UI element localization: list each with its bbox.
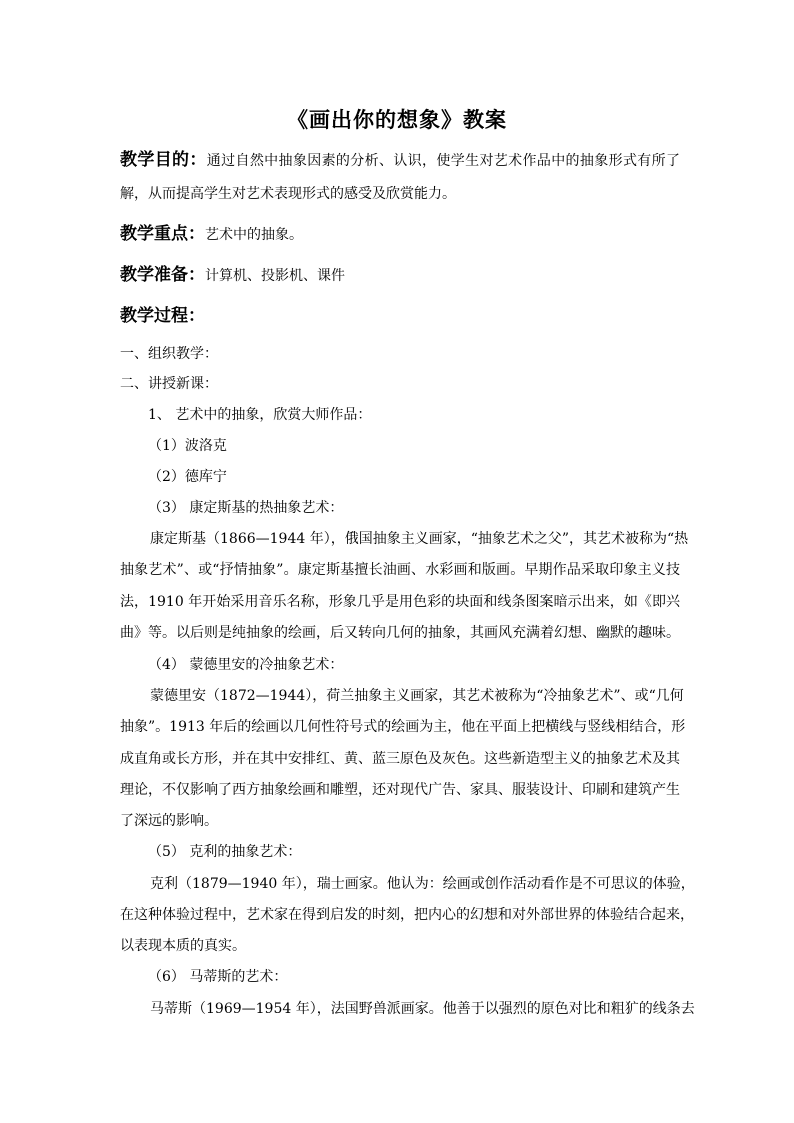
- mondrian-line-4: 理论，不仅影响了西方抽象绘画和雕塑，还对现代广告、家具、服装设计、印刷和建筑产生: [120, 782, 680, 798]
- matisse-line-1: 马蒂斯（1969—1954 年），法国野兽派画家。他善于以强烈的原色对比和粗犷的线条去: [150, 1001, 695, 1017]
- kandinsky-line-1: 康定斯基（1866—1944 年），俄国抽象主义画家，“抽象艺术之父”，其艺术被称为“热: [150, 531, 689, 547]
- sub-item-2: （2）德库宁: [148, 469, 227, 485]
- mondrian-line-5: 了深远的影响。: [120, 813, 218, 829]
- kandinsky-line-2: 抽象艺术”、或“抒情抽象”。康定斯基擅长油画、水彩画和版画。早期作品采取印象主义技: [120, 562, 680, 578]
- goal-label: 教学目的：: [120, 150, 207, 170]
- sub-item-4: （4） 蒙德里安的冷抽象艺术：: [148, 657, 344, 673]
- klee-line-1: 克利（1879—1940 年），瑞士画家。他认为：绘画或创作活动看作是不可思议的体验，: [150, 876, 695, 892]
- goal-text-1: 通过自然中抽象因素的分析、认识，使学生对艺术作品中的抽象形式有所了: [206, 153, 681, 169]
- step-1: 一、组织教学：: [120, 346, 218, 362]
- klee-line-2: 在这种体验过程中，艺术家在得到启发的时刻，把内心的幻想和对外部世界的体验结合起来，: [120, 907, 694, 923]
- kandinsky-line-3: 法，1910 年开始采用音乐名称，形象几乎是用色彩的块面和线条图案暗示出来，如《即兴: [120, 594, 680, 610]
- process-line: [120, 306, 680, 327]
- goal-line-1: [120, 150, 680, 171]
- klee-line-3: 以表现本质的真实。: [120, 938, 246, 954]
- prep-line: [120, 265, 680, 286]
- kandinsky-line-4: 曲》等。以后则是纯抽象的绘画，后又转向几何的抽象，其画风充满着幻想、幽默的趣味。: [120, 625, 680, 641]
- prep-text: 计算机、投影机、课件: [205, 268, 345, 284]
- sub-item-6: （6） 马蒂斯的艺术：: [148, 969, 288, 985]
- document-title: 《画出你的想象》教案: [287, 107, 507, 132]
- sub-item-3: （3） 康定斯基的热抽象艺术：: [148, 500, 344, 516]
- mondrian-line-2: 抽象”。1913 年后的绘画以几何性符号式的绘画为主，他在平面上把横线与竖线相结合，形: [120, 719, 686, 735]
- process-label: 教学过程：: [120, 306, 205, 326]
- focus-text: 艺术中的抽象。: [205, 227, 303, 243]
- prep-label: 教学准备：: [120, 265, 205, 285]
- step-2: 二、讲授新课：: [120, 376, 218, 392]
- sub-item-1: （1）波洛克: [148, 438, 227, 454]
- item-1: 1、 艺术中的抽象，欣赏大师作品：: [148, 407, 372, 423]
- goal-line-2: 解，从而提高学生对艺术表现形式的感受及欣赏能力。: [120, 186, 456, 202]
- sub-item-5: （5） 克利的抽象艺术：: [148, 844, 302, 860]
- focus-label: 教学重点：: [120, 224, 205, 244]
- mondrian-line-1: 蒙德里安（1872—1944），荷兰抽象主义画家，其艺术被称为“冷抽象艺术”、或“几何: [150, 688, 684, 704]
- mondrian-line-3: 成直角或长方形，并在其中安排红、黄、蓝三原色及灰色。这些新造型主义的抽象艺术及其: [120, 751, 680, 767]
- focus-line: [120, 224, 680, 245]
